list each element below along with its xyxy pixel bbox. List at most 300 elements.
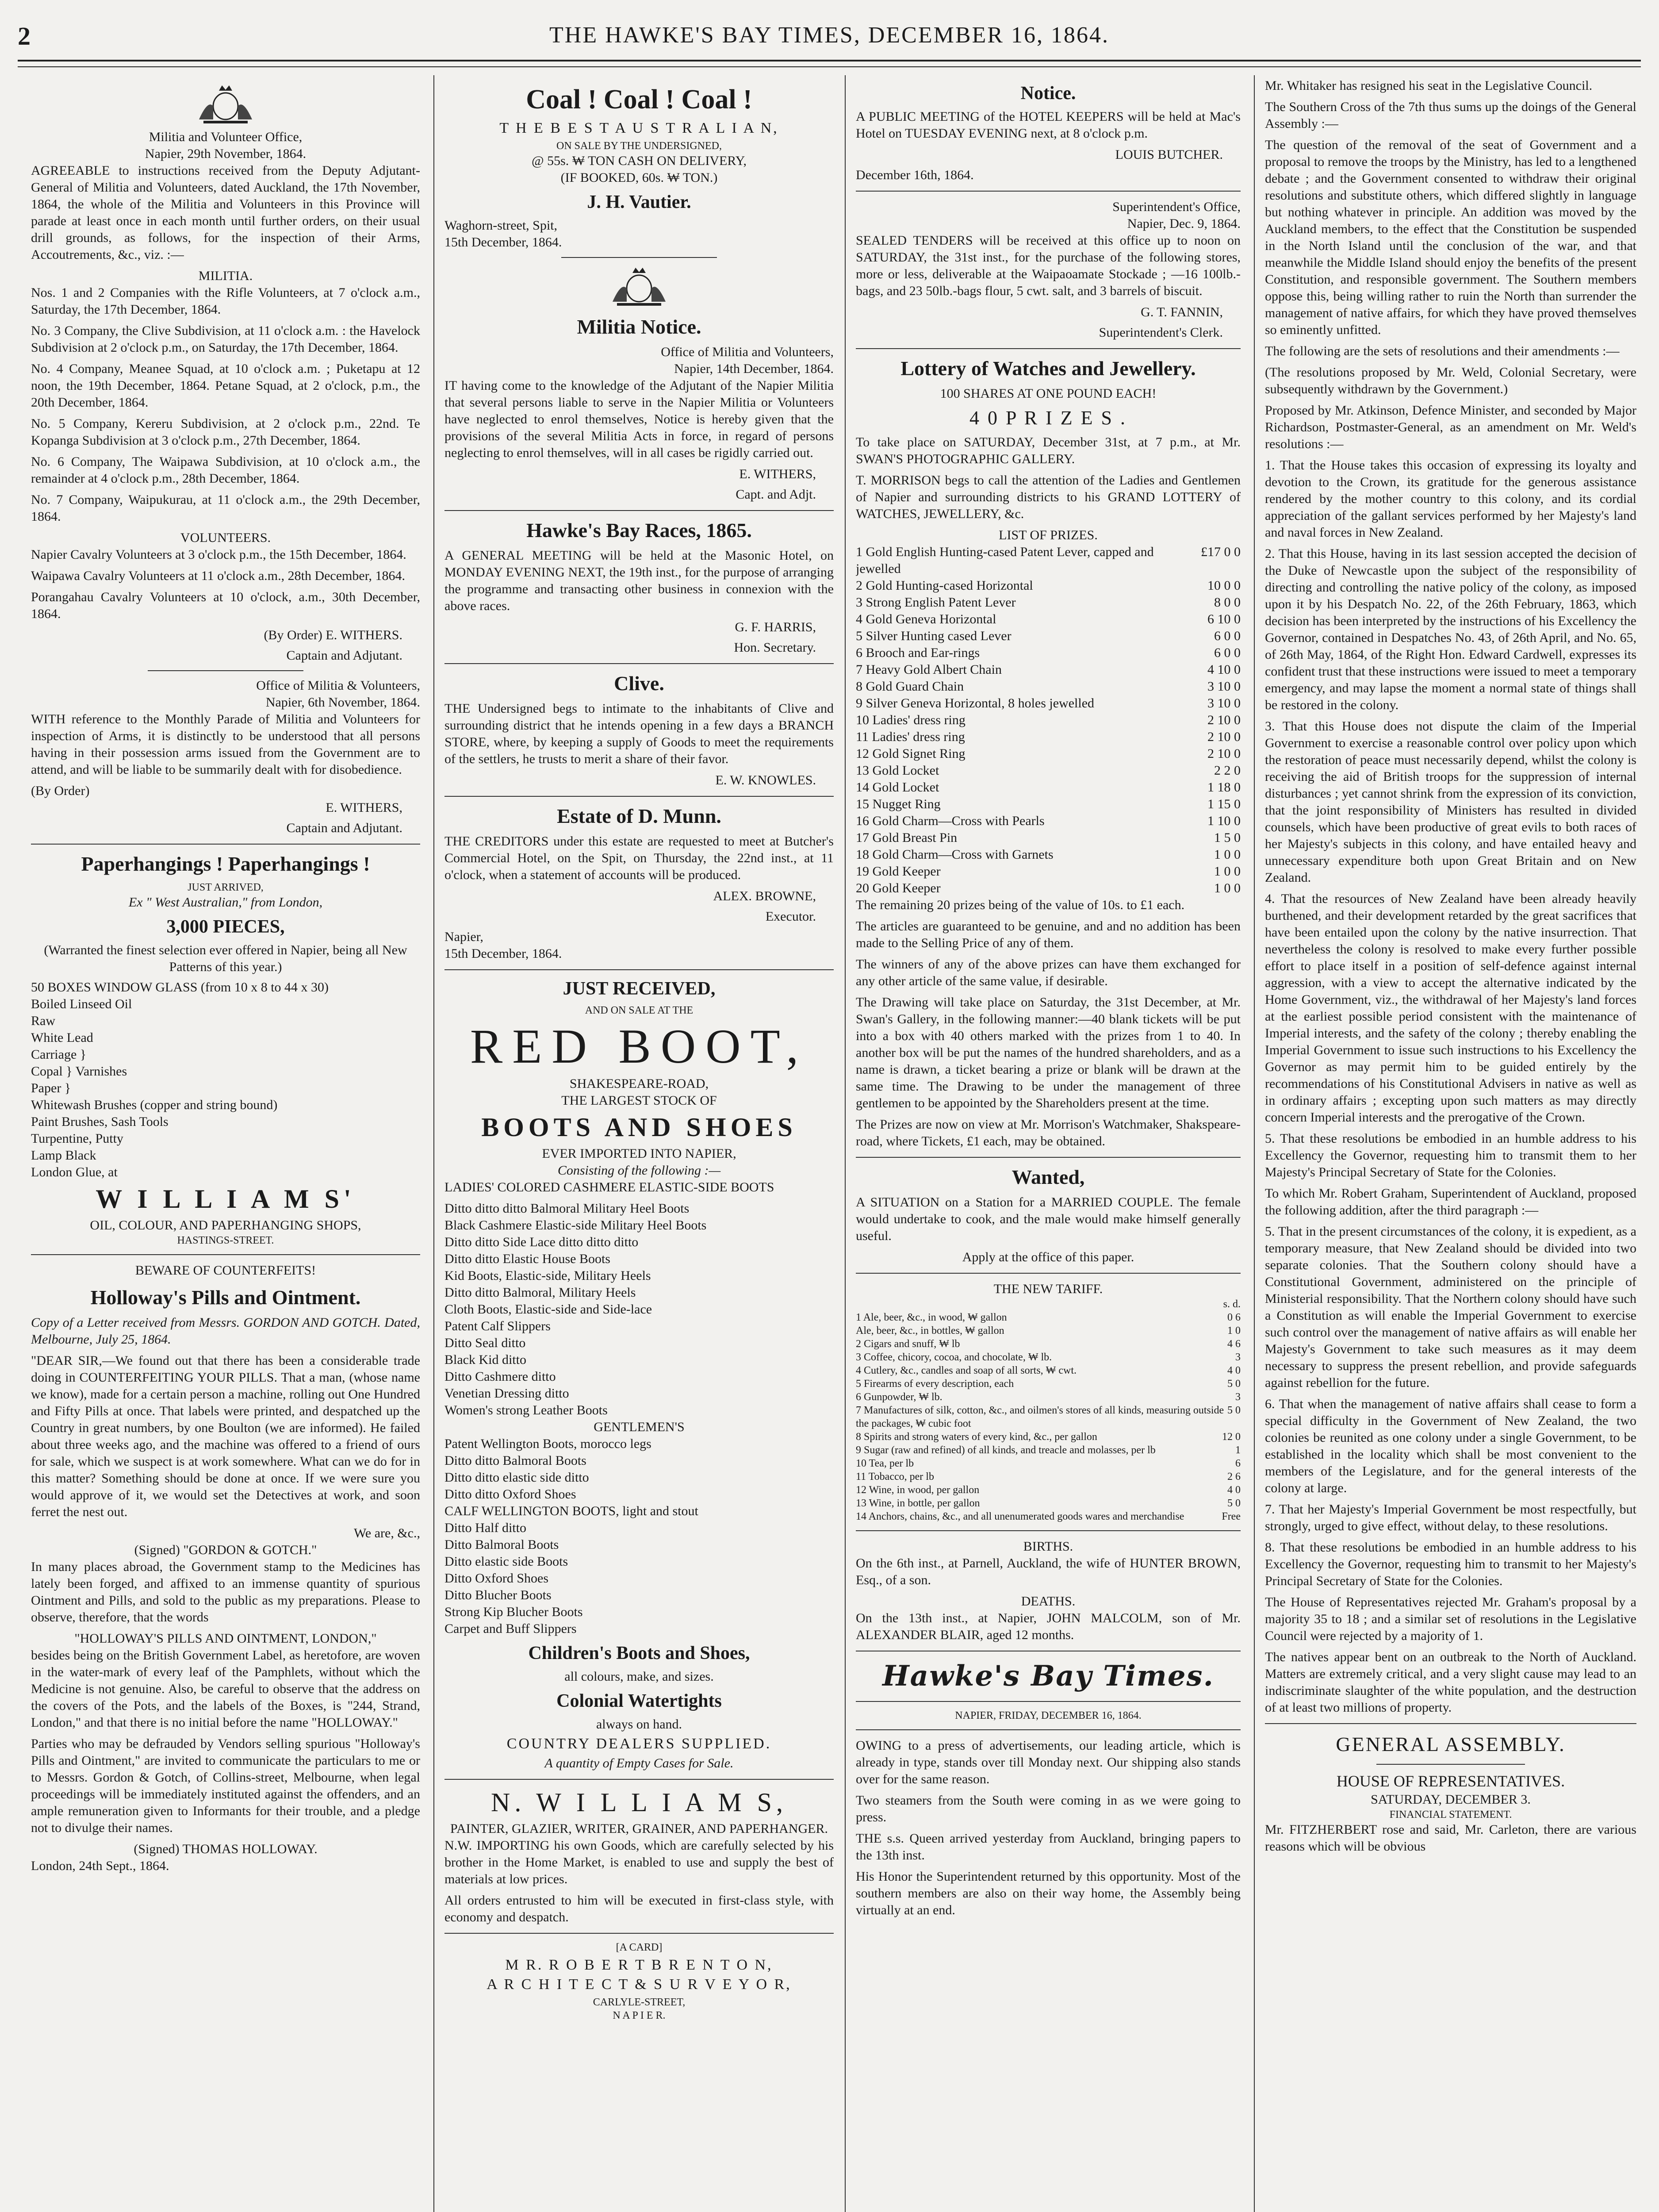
sitting-date: SATURDAY, DECEMBER 3.	[1371, 1792, 1531, 1807]
tariff-row	[856, 1324, 1241, 1337]
tariff-num: 4	[856, 1365, 861, 1376]
tariff-value: Free	[1222, 1511, 1241, 1522]
signature-title: Executor.	[765, 909, 816, 924]
williams-name: W I L L I A M S'	[96, 1184, 356, 1214]
prize-row	[856, 678, 1241, 695]
militia-para: No. 7 Company, Waipukurau, at 11 o'clock a.m., the 29th December, 1864.	[31, 492, 420, 524]
list-item: Ditto ditto Oxford Shoes	[444, 1487, 576, 1502]
article-para: Mr. Whitaker has resigned his seat in the Legislative Council.	[1265, 78, 1593, 93]
coal-date: 15th December, 1864.	[444, 235, 562, 250]
paper-glass: 50 BOXES WINDOW GLASS (from 10 x 8 to 44 x 30)	[31, 980, 329, 995]
prize-value: 1 0 0	[1214, 881, 1241, 895]
list-item: Ditto ditto ditto Balmoral Military Heel Boots	[444, 1201, 690, 1216]
article-para: (The resolutions proposed by Mr. Weld, Colonial Secretary, were subsequently withdrawn by the Government.)	[1265, 365, 1636, 396]
list-item: Ditto ditto Side Lace ditto ditto ditto	[444, 1235, 639, 1249]
lottery-remaining: The remaining 20 prizes being of the value of 10s. to £1 each.	[856, 898, 1185, 912]
list-item: Copal } Varnishes	[31, 1064, 127, 1079]
prize-item: 16 Gold Charm—Cross with Pearls	[856, 814, 1045, 828]
tariff-num: 2	[856, 1338, 861, 1350]
redboot-and: AND ON SALE AT THE	[585, 1005, 693, 1016]
prize-row	[856, 661, 1241, 678]
prize-row	[856, 880, 1241, 897]
tariff-item: Sugar (raw and refined) of all kinds, and treacle and molasses, per lb	[864, 1444, 1156, 1456]
column-1	[31, 77, 420, 2212]
prize-value: 1 0 0	[1214, 847, 1241, 862]
article-para: The question of the removal of the seat of Government and a proposal to remove the troops by the Ministry, has led to a lengthened debate ; and the Government consented to withdraw their original resolutions and substitute others, which differed slightly in language but nothing whatever in principle. An addition was moved by the Auckland members, to the effect that the Constitution be suspended in the North Island until the conclusion of the war, and that meanwhile the Middle Island should enjoy the benefits of the present Constitution, and responsible government. The Southern members oppose this, being willing rather to ruin the North than surrender the management of native affairs, for which they have proved themselves so eminently unfitted.	[1265, 138, 1636, 337]
tariff-row	[856, 1497, 1241, 1510]
prize-value: 3 10 0	[1207, 679, 1241, 694]
list-item: Ditto ditto Balmoral, Military Heels	[444, 1285, 636, 1300]
redboot-consisting: Consisting of the following :—	[557, 1163, 721, 1178]
article-para: 1. That the House takes this occasion of expressing its loyalty and devotion to the Crown, its gratitude for the generous assistance rendered by the mother country to this colony, and its cordial appreciation of the gallant services performed by her Majesty's land and naval forces in New Zealand.	[1265, 458, 1636, 540]
deaths-heading: DEATHS.	[1021, 1594, 1076, 1609]
tariff-num: 10	[856, 1458, 866, 1469]
volunteers-para: Napier Cavalry Volunteers at 3 o'clock p.m., the 15th December, 1864.	[31, 547, 406, 562]
wanted-heading: Wanted,	[1011, 1166, 1085, 1188]
tariff-row	[856, 1444, 1241, 1457]
redboot-items	[444, 1200, 834, 1419]
militia2-body: WITH reference to the Monthly Parade of Militia and Volunteers for inspection of Arms, it is distinctly to be understood that all persons having in their possession arms issued from the Government are to attend, and will be liable to be summarily dealt with for disobedience.	[31, 712, 420, 777]
divider	[856, 1157, 1241, 1158]
prize-value: 1 0 0	[1214, 864, 1241, 879]
list-item: CALF WELLINGTON BOOTS, light and stout	[444, 1504, 698, 1518]
lottery-list-heading: LIST OF PRIZES.	[999, 528, 1098, 542]
nwilliams-body: N.W. IMPORTING his own Goods, which are carefully selected by his brother in the Home Market, is enabled to use and supply the best of materials at low prices.	[444, 1838, 834, 1886]
by-order: (By Order)	[31, 783, 90, 798]
signature: LOUIS BUTCHER.	[1115, 147, 1223, 162]
list-item: Women's strong Leather Boots	[444, 1403, 608, 1417]
redboot-ladies: LADIES' COLORED CASHMERE ELASTIC-SIDE BOOTS	[444, 1180, 774, 1194]
divider	[444, 1779, 834, 1780]
divider	[444, 663, 834, 664]
clive-body: THE Undersigned begs to intimate to the inhabitants of Clive and surrounding district that he intends opening in a few days a BRANCH STORE, where, by keeping a supply of Goods to meet the requirements of the settlers, he trusts to merit a share of their favor.	[444, 701, 834, 766]
redboot-road: SHAKESPEARE-ROAD,	[569, 1076, 709, 1091]
coal-line: @ 55s. ₩ TON CASH ON DELIVERY,	[532, 154, 747, 168]
militia-dateline-2: Napier, 29th November, 1864.	[145, 146, 307, 161]
lottery-body: T. MORRISON begs to call the attention of the Ladies and Gentlemen of Napier and surrounding districts to his GRAND LOTTERY of WATCHES, JEWELLERY, &c.	[856, 473, 1241, 521]
prize-value: 6 0 0	[1214, 629, 1241, 643]
tariff-row	[856, 1457, 1241, 1470]
tariff-item: Wine, in bottle, per gallon	[869, 1498, 980, 1509]
prize-item: 18 Gold Charm—Cross with Garnets	[856, 847, 1054, 862]
prize-row	[856, 863, 1241, 880]
tariff-item: Spirits and strong waters of every kind, &c., per gallon	[864, 1431, 1097, 1443]
tariff-row	[856, 1483, 1241, 1497]
article-para: The House of Representatives rejected Mr. Graham's proposal by a majority 35 to 18 ; and a similar set of resolutions in the Legislative Council were rejected by a majority of 1.	[1265, 1595, 1636, 1643]
tariff-value: 3	[1235, 1391, 1241, 1403]
divider	[31, 844, 420, 845]
tariff-value: 5 0	[1227, 1378, 1241, 1390]
tariff-row	[856, 1364, 1241, 1377]
divider	[856, 1701, 1241, 1702]
lottery-para: The articles are guaranteed to be genuine, and and no addition has been made to the Selling Price of any of them.	[856, 919, 1241, 950]
tariff-num: 9	[856, 1444, 861, 1456]
tariff-row	[856, 1377, 1241, 1390]
notice-body: A PUBLIC MEETING of the HOTEL KEEPERS will be held at Mac's Hotel on TUESDAY EVENING next, at 8 o'clock p.m.	[856, 109, 1241, 141]
redboot-colonial: Colonial Watertights	[556, 1691, 722, 1711]
prize-row	[856, 594, 1241, 611]
militia-para: No. 4 Company, Meanee Squad, at 10 o'clock a.m. ; Puketapu at 12 noon, the 19th December, 1864. Petane Squad, at 2 o'clock, p.m., the 20th December, 1864.	[31, 361, 420, 410]
article-para: 3. That this House does not dispute the claim of the Imperial Government to exercise a reasonable control over policy upon which the restoration of peace must necessarily depend, whilst the colony is receiving the aid of British troops for the suppression of internal disturbances ; yet cannot shrink from the expression of its conviction, that the joint responsibility of Ministers has resulted in divided counsels, which have been productive of great evils to both races of her Majesty's subjects in this colony, and have entailed heavy and unnecessary expenditure both upon Great Britain and on New Zealand.	[1265, 719, 1636, 885]
tariff-value: 1	[1235, 1444, 1241, 1456]
tariff-row	[856, 1311, 1241, 1324]
signature-title: Captain and Adjutant.	[286, 821, 402, 835]
williams-shop: OIL, COLOUR, AND PAPERHANGING SHOPS,	[90, 1218, 361, 1233]
royal-crest-icon	[608, 264, 670, 308]
tariff-value: 4 6	[1227, 1338, 1241, 1350]
prize-item: 13 Gold Locket	[856, 763, 939, 778]
signature: G. T. FANNIN,	[1141, 305, 1223, 319]
page-number: 2	[18, 22, 31, 50]
masthead	[18, 18, 1641, 53]
tariff-item: Manufactures of silk, cotton, &c., and oilmen's stores of all kinds, measuring outside the packages, ₩ cubic foot	[856, 1405, 1224, 1429]
deaths-body: On the 13th inst., at Napier, JOHN MALCOLM, son of Mr. ALEXANDER BLAIR, aged 12 months.	[856, 1611, 1241, 1642]
militia-notice-heading: Militia Notice.	[577, 315, 701, 338]
redboot-name: RED BOOT,	[470, 1019, 808, 1073]
redboot-cases: A quantity of Empty Cases for Sale.	[544, 1756, 734, 1770]
militia-para: No. 3 Company, the Clive Subdivision, at 11 o'clock a.m. : the Havelock Subdivision at 2 o'clock p.m., on Saturday, the 17th December, 1864.	[31, 323, 420, 355]
prize-item: 12 Gold Signet Ring	[856, 746, 966, 761]
prize-row	[856, 611, 1241, 628]
brenton-town: N A P I E R.	[613, 2010, 666, 2021]
divider	[1265, 1723, 1636, 1724]
signature: E. WITHERS,	[326, 800, 402, 815]
signature: E. W. KNOWLES.	[715, 773, 816, 787]
tariff-row	[856, 1404, 1241, 1430]
redboot-items-2	[444, 1436, 834, 1637]
holloway-quote: "HOLLOWAY'S PILLS AND OINTMENT, LONDON,"	[74, 1631, 377, 1646]
editorial-para: His Honor the Superintendent returned by this opportunity. Most of the southern members are also on their way home, the Assembly being virtually at an end.	[856, 1869, 1241, 1917]
tariff-value: 4 0	[1227, 1365, 1241, 1376]
list-item: Raw	[31, 1014, 55, 1028]
column-3	[856, 77, 1241, 2212]
prize-value: 1 5 0	[1214, 830, 1241, 845]
volunteers-para: Waipawa Cavalry Volunteers at 11 o'clock a.m., 28th December, 1864.	[31, 568, 405, 583]
redboot-children: Children's Boots and Shoes,	[528, 1643, 750, 1663]
signature: G. F. HARRIS,	[735, 620, 816, 634]
editorial-para: Two steamers from the South were coming in as we were going to press.	[856, 1793, 1241, 1824]
holloway-heading: Holloway's Pills and Ointment.	[90, 1286, 361, 1309]
tariff-value: 5 0	[1227, 1405, 1241, 1416]
paper-warranted: (Warranted the finest selection ever offered in Napier, being all New Patterns of this year.)	[44, 943, 407, 974]
tenders-date: Napier, Dec. 9, 1864.	[1127, 216, 1241, 231]
article-para: Mr. FITZHERBERT rose and said, Mr. Carleton, there are various reasons which will be obvious	[1265, 1822, 1636, 1854]
prize-value: 1 10 0	[1207, 814, 1241, 828]
column-separator	[1254, 75, 1255, 2212]
prize-item: 11 Ladies' dress ring	[856, 730, 965, 744]
holloway-body: "DEAR SIR,—We found out that there has been a considerable trade doing in COUNTERFEITING YOUR PILLS. That a man, (whose name we know), made for a certain person a machine, rolling out One Hundred and Fifty Pills at once. That labels were printed, and despatched up the Country in great numbers, by one Boulton (we are informed). He failed about three weeks ago, and the machine was offered to a friend of ours for sale, which we suspect is at work somewhere. What can we do for in this matter? Something should be done at once. If we were sure you would approve of it, we would set the Detectives at work, and soon ferret the nest out.	[31, 1353, 420, 1519]
paper-date: NAPIER, FRIDAY, DECEMBER 16, 1864.	[955, 1710, 1142, 1721]
redboot-always: always on hand.	[596, 1717, 682, 1732]
tariff-num: 13	[856, 1498, 866, 1509]
article-para: To which Mr. Robert Graham, Superintendent of Auckland, proposed the following addition, after the third paragraph :—	[1265, 1186, 1636, 1217]
holloway-copy: Copy of a Letter received from Messrs. GORDON AND GOTCH. Dated, Melbourne, July 25, 1864.	[31, 1315, 420, 1347]
prize-value: 2 2 0	[1214, 763, 1241, 778]
general-assembly-heading: GENERAL ASSEMBLY.	[1336, 1733, 1566, 1755]
divider	[444, 1933, 834, 1934]
list-item: Kid Boots, Elastic-side, Military Heels	[444, 1268, 651, 1283]
list-item: Ditto elastic side Boots	[444, 1554, 568, 1569]
prize-value: 1 15 0	[1207, 797, 1241, 811]
editorial-para: OWING to a press of advertisements, our leading article, which is already in type, stands over till Monday next. Our shipping also stands over for the same reason.	[856, 1738, 1241, 1786]
list-item: Cloth Boots, Elastic-side and Side-lace	[444, 1302, 652, 1317]
militia-para: Nos. 1 and 2 Companies with the Rifle Volunteers, at 7 o'clock a.m., Saturday, the 17th December, 1864.	[31, 285, 420, 317]
paper-items	[31, 996, 420, 1181]
prize-row	[856, 779, 1241, 796]
prize-row	[856, 645, 1241, 661]
list-item: Black Kid ditto	[444, 1352, 526, 1367]
signature-title: Capt. and Adjt.	[736, 487, 816, 502]
article-para: The Southern Cross of the 7th thus sums up the doings of the General Assembly :—	[1265, 100, 1636, 131]
redboot-largest: THE LARGEST STOCK OF	[561, 1093, 717, 1108]
munn-body: THE CREDITORS under this estate are requested to meet at Butcher's Commercial Hotel, on the Spit, on Thursday, the 22nd inst., at 11 o'clock, when a statement of accounts will be produced.	[444, 834, 834, 882]
article-para: 5. That in the present circumstances of the colony, it is expedient, as a temporary measure, that New Zealand should be divided into two separate colonies. That the Southern colony should have a Constitutional Government, administered on the principle of Ministerial responsibility. That the Northern colony should have such a Constitution as will enable the Imperial Government to exercise such control over the management of native affairs as will enable her Majesty's Government to take such measures as it may deem necessary to suppress the present rebellion, and provide safeguards against rebellion for the future.	[1265, 1224, 1636, 1390]
royal-crest-icon	[195, 82, 257, 126]
list-item: Ditto Oxford Shoes	[444, 1571, 548, 1586]
redboot-gentlemen: GENTLEMEN'S	[594, 1420, 685, 1434]
tariff-value: 3	[1235, 1352, 1241, 1363]
prize-item: 1 Gold English Hunting-cased Patent Lever, capped and jewelled	[856, 545, 1154, 576]
divider	[444, 510, 834, 511]
tariff-value: 2 6	[1227, 1471, 1241, 1482]
list-item: Ditto ditto Balmoral Boots	[444, 1453, 586, 1468]
tariff-value: 4 0	[1227, 1484, 1241, 1496]
redboot-colours: all colours, make, and sizes.	[564, 1669, 714, 1684]
paper-arrived: JUST ARRIVED,	[188, 882, 264, 893]
lottery-para: The Prizes are now on view at Mr. Morrison's Watchmaker, Shakspeare-road, where Tickets, £1 each, may be obtained.	[856, 1117, 1241, 1148]
paper-ex: Ex " West Australian," from London,	[128, 895, 323, 910]
list-item: Carpet and Buff Slippers	[444, 1621, 577, 1636]
divider	[561, 257, 717, 258]
prize-row	[856, 813, 1241, 830]
column-separator	[845, 75, 846, 2212]
tariff-num: 11	[856, 1471, 866, 1482]
coal-line: ON SALE BY THE UNDERSIGNED,	[556, 140, 722, 152]
list-item: Ditto Seal ditto	[444, 1336, 526, 1350]
munn-heading: Estate of D. Munn.	[557, 805, 721, 827]
wanted-body: A SITUATION on a Station for a MARRIED COUPLE. The female would undertake to cook, and the male would make himself generally useful.	[856, 1195, 1241, 1243]
column-4	[1265, 77, 1636, 2212]
column-2	[444, 77, 834, 2212]
tenders-body: SEALED TENDERS will be received at this office up to noon on SATURDAY, the 31st inst., for the purchase of the following stores, more or less, deliverable at the Waipaoamate Stockade ; —16 100lb.-bags, and 23 50lb.-bags flour, 5 cwt. salt, and 3 barrels of biscuit.	[856, 233, 1241, 298]
tariff-num: 5	[856, 1378, 861, 1390]
prize-item: 3 Strong English Patent Lever	[856, 595, 1016, 610]
house-heading: HOUSE OF REPRESENTATIVES.	[1336, 1772, 1565, 1790]
prize-value: 8 0 0	[1214, 595, 1241, 610]
tariff-value: 6	[1235, 1458, 1241, 1469]
tariff-num: 7	[856, 1405, 861, 1416]
lottery-place: To take place on SATURDAY, December 31st, at 7 p.m., at Mr. SWAN'S PHOTOGRAPHIC GALLERY.	[856, 435, 1241, 466]
clive-heading: Clive.	[614, 672, 664, 695]
signature: (By Order) E. WITHERS.	[264, 628, 402, 642]
list-item: Turpentine, Putty	[31, 1131, 123, 1146]
prize-item: 17 Gold Breast Pin	[856, 830, 958, 845]
coal-heading: Coal ! Coal ! Coal !	[526, 84, 752, 115]
holloway-london: London, 24th Sept., 1864.	[31, 1859, 169, 1873]
tenders-office: Superintendent's Office,	[1112, 200, 1241, 214]
divider	[856, 1729, 1241, 1730]
coal-name: J. H. Vautier.	[587, 192, 691, 212]
brenton-name: M R. R O B E R T B R E N T O N,	[505, 1957, 773, 1973]
prize-value: 2 10 0	[1207, 730, 1241, 744]
tariff-item: Ale, beer, &c., in wood, ₩ gallon	[863, 1312, 1007, 1323]
signature: ALEX. BROWNE,	[713, 889, 816, 903]
prize-value: 2 10 0	[1207, 746, 1241, 761]
births-body: On the 6th inst., at Parnell, Auckland, the wife of HUNTER BROWN, Esq., of a son.	[856, 1556, 1241, 1587]
prize-list	[856, 544, 1241, 897]
prize-item: 2 Gold Hunting-cased Horizontal	[856, 578, 1033, 593]
holloway-signed: (Signed) "GORDON & GOTCH."	[134, 1543, 317, 1557]
holloway-signed: (Signed) THOMAS HOLLOWAY.	[134, 1842, 318, 1856]
prize-value: £17 0 0	[1201, 545, 1241, 559]
divider	[1376, 1764, 1525, 1765]
lottery-para: The winners of any of the above prizes can have them exchanged for any other article of the same value, if desirable.	[856, 957, 1241, 988]
prize-item: 10 Ladies' dress ring	[856, 713, 966, 727]
article-para: The natives appear bent on an outbreak to the North of Auckland. Matters are extremely critical, and a very slight cause may lead to an indiscriminate slaughter of the white population, and the destruction of at least two millions of property.	[1265, 1650, 1636, 1715]
article-para: 8. That these resolutions be embodied in an humble address to his Excellency the Governor, requesting him to transmit to her Majesty's Principal Secretary of State for the Colonies.	[1265, 1540, 1636, 1588]
holloway-we-are: We are, &c.,	[354, 1526, 420, 1540]
tariff-item: Wine, in wood, per gallon	[869, 1484, 980, 1496]
list-item: Ditto Half ditto	[444, 1521, 526, 1535]
militia-notice-dateline: Napier, 14th December, 1864.	[674, 361, 834, 376]
wanted-apply: Apply at the office of this paper.	[962, 1250, 1134, 1264]
prize-item: 15 Nugget Ring	[856, 797, 941, 811]
prize-item: 4 Gold Geneva Horizontal	[856, 612, 996, 626]
prize-item: 5 Silver Hunting cased Lever	[856, 629, 1011, 643]
prize-row	[856, 544, 1241, 577]
births-heading: BIRTHS.	[1023, 1539, 1073, 1554]
tariff-num: 3	[856, 1352, 861, 1363]
tariff-num: 12	[856, 1484, 866, 1496]
divider	[31, 1254, 420, 1255]
prize-item: 20 Gold Keeper	[856, 881, 941, 895]
top-rule	[18, 60, 1641, 61]
nwilliams-trades: PAINTER, GLAZIER, WRITER, GRAINER, AND PAPERHANGER.	[450, 1821, 828, 1836]
newspaper-title: THE HAWKE'S BAY TIMES, DECEMBER 16, 1864.	[549, 23, 1109, 48]
holloway-body: In many places abroad, the Government stamp to the Medicines has lately been forged, and affixed to an immense quantity of spurious Ointment and Pills, and sold to the public as my preparations. Please to observe, therefore, that the words	[31, 1559, 420, 1624]
militia-intro: AGREEABLE to instructions received from the Deputy Adjutant-General of Militia and Volunteers, dated Auckland, the 17th November, 1864, the whole of the Militia and Volunteers in this Province will parade at least once in each month until further orders, on their usual drill grounds, as follows, for the inspection of their Arms, Accoutrements, &c., viz. :—	[31, 163, 420, 262]
militia-subhead: MILITIA.	[198, 269, 253, 283]
prize-row	[856, 695, 1241, 712]
tariff-item: Gunpowder, ₩ lb.	[864, 1391, 943, 1403]
prize-row	[856, 745, 1241, 762]
list-item: Ditto Balmoral Boots	[444, 1537, 559, 1552]
divider	[444, 796, 834, 797]
prize-value: 2 10 0	[1207, 713, 1241, 727]
brenton-street: CARLYLE-STREET,	[593, 1997, 686, 2008]
tariff-row	[856, 1470, 1241, 1483]
signature: E. WITHERS,	[739, 467, 816, 481]
tariff-num: 8	[856, 1431, 861, 1443]
list-item: Lamp Black	[31, 1148, 96, 1163]
list-item: Paint Brushes, Sash Tools	[31, 1114, 169, 1129]
prize-row	[856, 712, 1241, 729]
nwilliams-body: All orders entrusted to him will be executed in first-class style, with economy and despatch.	[444, 1893, 834, 1924]
tariff-value: 0 6	[1227, 1312, 1241, 1323]
militia2-dateline-1: Office of Militia & Volunteers,	[256, 678, 420, 693]
prize-value: 3 10 0	[1207, 696, 1241, 710]
tariff-value: 12 0	[1222, 1431, 1241, 1443]
tariff-heading: THE NEW TARIFF.	[993, 1282, 1103, 1296]
signature-title: Captain and Adjutant.	[286, 648, 402, 663]
tariff-row	[856, 1390, 1241, 1404]
prize-item: 6 Brooch and Ear-rings	[856, 645, 980, 660]
prize-value: 1 18 0	[1207, 780, 1241, 795]
races-heading: Hawke's Bay Races, 1865.	[526, 519, 752, 541]
militia-dateline-1: Militia and Volunteer Office,	[149, 130, 303, 144]
list-item: Ditto Cashmere ditto	[444, 1369, 556, 1384]
article-para: 5. That these resolutions be embodied in an humble address to his Excellency the Governor, requesting him to transmit them to her Majesty's Principal Secretary of State for the Colonies.	[1265, 1131, 1636, 1179]
prize-item: 14 Gold Locket	[856, 780, 939, 795]
beware-heading: BEWARE OF COUNTERFEITS!	[135, 1263, 316, 1278]
list-item: Boiled Linseed Oil	[31, 997, 132, 1011]
prize-row	[856, 729, 1241, 745]
prize-item: 19 Gold Keeper	[856, 864, 941, 879]
tariff-item: Tea, per lb	[869, 1458, 914, 1469]
paper-pieces: 3,000 PIECES,	[166, 917, 285, 937]
notice-heading: Notice.	[1020, 83, 1076, 104]
tariff-row	[856, 1510, 1241, 1523]
williams-street: HASTINGS-STREET.	[177, 1235, 274, 1246]
tariff-row	[856, 1430, 1241, 1444]
signature-title: Hon. Secretary.	[734, 640, 816, 655]
divider	[148, 670, 303, 671]
list-item: Paper }	[31, 1081, 71, 1095]
tariff-num: 6	[856, 1391, 861, 1403]
holloway-body: besides being on the British Government Label, as heretofore, are woven in the water-mark of every leaf of the Pamphlets, without which the Medicine is not genuine. Also, be careful to observe that the address on the covers of the Pots, and the labels of the Boxes, is "244, Strand, London," and that there is no initial before the name "HOLLOWAY."	[31, 1648, 420, 1730]
tariff-num: 1	[856, 1312, 861, 1323]
signature-title: Superintendent's Clerk.	[1099, 325, 1223, 340]
tariff-list	[856, 1311, 1241, 1523]
tariff-item: Firearms of every description, each	[864, 1378, 1014, 1390]
nwilliams-name: N. W I L L I A M S,	[490, 1788, 788, 1817]
list-item: Ditto ditto elastic side ditto	[444, 1470, 589, 1485]
article-para: 4. That the resources of New Zealand have been already heavily burthened, and their development retarded by the great sacrifices that have been entailed upon the colony by the native insurrection. That nevertheless the colony is resolved to make every further possible effort to place itself in a position of self-defence against internal aggression, with a view to accept the alternative indicated by the Home Government, viz., the withdrawal of her Majesty's land forces at the earliest possible period consistent with the maintenance of Imperial interests, and the safety of the colony ; thereby enabling the Imperial Government to issue such instructions to his Excellency the Governor as may permit him to be guided entirely by the recommendations of his Constitutional Advisers in native as well as in ordinary affairs ; excepting upon such matters as may directly concern Imperial interests and the prerogative of the Crown.	[1265, 891, 1636, 1125]
prize-row	[856, 762, 1241, 779]
militia2-dateline-2: Napier, 6th November, 1864.	[265, 695, 420, 710]
tariff-item: Coffee, chicory, cocoa, and chocolate, ₩ lb.	[864, 1352, 1052, 1363]
lottery-para: The Drawing will take place on Saturday, the 31st December, at Mr. Swan's Gallery, in the following manner:—40 blank tickets will be put into a box with 40 others marked with the prizes from 1 to 40. In another box will be put the names of the hundred shareholders, and as a name is drawn, a ticket bearing a prize or blank will be drawn at the same time. The Drawing to be under the management of three gentlemen to be appointed by the Shareholders present at the time.	[856, 995, 1241, 1110]
list-item: London Glue, at	[31, 1165, 118, 1179]
prize-item: 9 Silver Geneva Horizontal, 8 holes jewelled	[856, 696, 1095, 710]
redboot-ever: EVER IMPORTED INTO NAPIER,	[542, 1146, 736, 1161]
prize-row	[856, 628, 1241, 645]
holloway-body: Parties who may be defrauded by Vendors selling spurious "Holloway's Pills and Ointment," are invited to communicate the particulars to me or to Messrs. Gordon & Gotch, of Collins-street, Melbourne, when legal proceedings will be immediately instituted against the offenders, and an ample remuneration given to Informants for their trouble, and a pledge not to divulge their names.	[31, 1736, 420, 1835]
tariff-value: 5 0	[1227, 1498, 1241, 1509]
tariff-num: 14	[856, 1511, 866, 1522]
list-item: Ditto ditto Elastic House Boots	[444, 1252, 610, 1266]
tariff-item: Cigars and snuff, ₩ lb	[864, 1338, 960, 1350]
divider	[856, 1530, 1241, 1531]
tariff-row	[856, 1337, 1241, 1351]
redboot-boots: BOOTS AND SHOES	[481, 1113, 797, 1142]
list-item: White Lead	[31, 1030, 93, 1045]
prize-item: 8 Gold Guard Chain	[856, 679, 964, 694]
tariff-row	[856, 1351, 1241, 1364]
column-separator	[433, 75, 434, 2212]
list-item: Venetian Dressing ditto	[444, 1386, 569, 1401]
lottery-shares: 100 SHARES AT ONE POUND EACH!	[940, 386, 1157, 401]
redboot-dealers: COUNTRY DEALERS SUPPLIED.	[506, 1736, 772, 1752]
lottery-heading: Lottery of Watches and Jewellery.	[900, 357, 1196, 380]
list-item: Ditto Blucher Boots	[444, 1588, 552, 1602]
coal-place: Waghorn-street, Spit,	[444, 218, 558, 233]
tariff-item: Ale, beer, &c., in bottles, ₩ gallon	[856, 1325, 1004, 1336]
list-item: Patent Calf Slippers	[444, 1319, 551, 1333]
prize-value: 10 0 0	[1207, 578, 1241, 593]
list-item: Whitewash Brushes (copper and string bound)	[31, 1098, 278, 1112]
prize-value: 4 10 0	[1207, 662, 1241, 677]
